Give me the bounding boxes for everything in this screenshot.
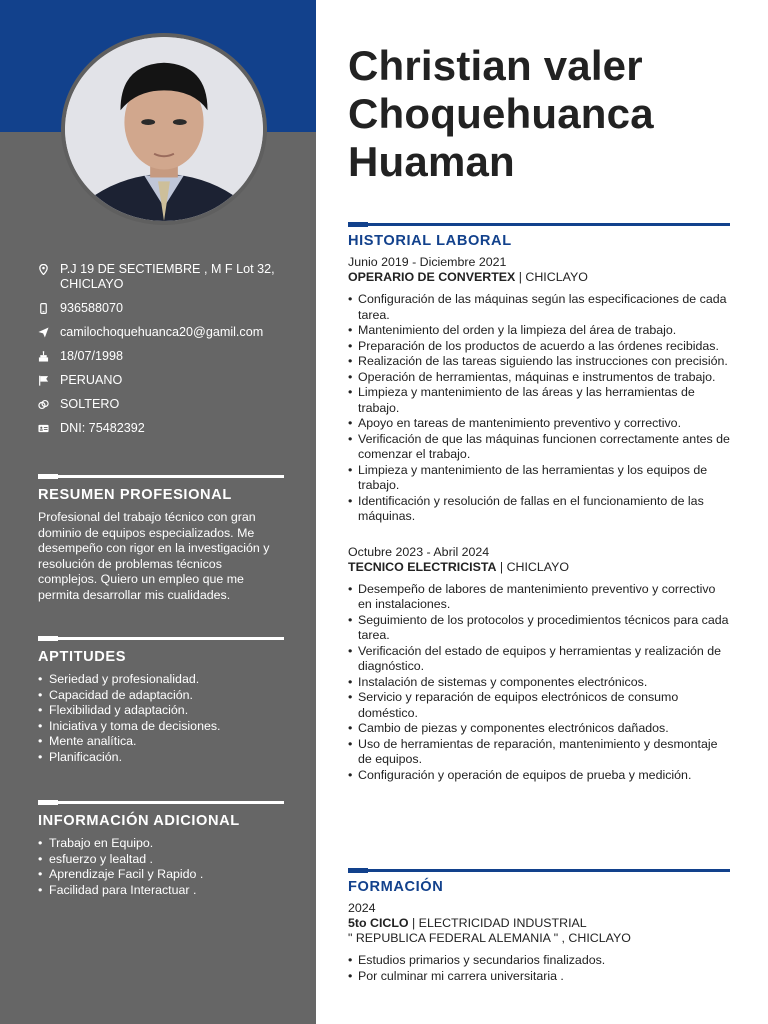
info-list — [38, 836, 284, 898]
formacion-title: FORMACIÓN — [348, 879, 444, 895]
contact-address-text: P.J 19 DE SECTIEMBRE , M F Lot 32, CHICLAYO — [60, 262, 275, 291]
job-place: | CHICLAYO — [496, 559, 569, 574]
list-item: • Por culminar mi carrera universitaria . — [348, 969, 730, 985]
list-item: • Identificación y resolución de fallas en el funcionamiento de las máquinas. — [348, 494, 730, 525]
list-item: • Mantenimiento del orden y la limpieza del área de trabajo. — [348, 323, 730, 339]
list-item: • Verificación de que las máquinas funcionen correctamente antes de comenzar el trabajo. — [348, 432, 730, 463]
contact-phone-text: 936588070 — [60, 301, 124, 315]
aptitudes-title: APTITUDES — [38, 649, 127, 665]
list-item: • Seriedad y profesionalidad. — [38, 672, 284, 688]
list-item: • Uso de herramientas de reparación, mantenimiento y desmontaje de equipos. — [348, 737, 730, 768]
historial-section — [348, 223, 730, 783]
list-item: • Realización de las tareas siguiendo las instrucciones con precisión. — [348, 354, 730, 370]
info-section — [38, 801, 284, 898]
list-item: • Operación de herramientas, máquinas e instrumentos de trabajo. — [348, 370, 730, 386]
list-item: • Limpieza y mantenimiento de las áreas y las herramientas de trabajo. — [348, 385, 730, 416]
formacion-school: " REPUBLICA FEDERAL ALEMANIA " , CHICLAYO — [348, 931, 631, 945]
list-item: • Cambio de piezas y componentes electrónicos dañados. — [348, 721, 730, 737]
job-entry — [348, 545, 730, 784]
list-item: • Configuración y operación de equipos de prueba y medición. — [348, 768, 730, 784]
job-tasks — [348, 582, 730, 784]
job-role: TECNICO ELECTRICISTA — [348, 559, 497, 574]
candidate-name — [348, 42, 748, 186]
phone-icon — [38, 301, 60, 316]
job-header — [348, 270, 730, 285]
contact-email-text[interactable]: camilochoquehuanca20@gamil.com — [60, 325, 264, 339]
list-item: • Verificación del estado de equipos y herramientas y realización de diagnóstico. — [348, 644, 730, 675]
aptitudes-section — [38, 637, 284, 766]
list-item: • Limpieza y mantenimiento de las herramientas y los equipos de trabajo. — [348, 463, 730, 494]
contact-info — [38, 262, 298, 445]
section-divider — [38, 637, 284, 640]
formacion-header — [348, 916, 730, 931]
rings-icon — [38, 397, 60, 412]
list-item: • Trabajo en Equipo. — [38, 836, 284, 852]
section-divider — [38, 801, 284, 804]
section-divider — [348, 223, 730, 226]
formacion-degree: 5to CICLO — [348, 916, 409, 930]
formacion-section — [348, 869, 730, 984]
aptitudes-list — [38, 672, 284, 766]
name-line: Choquehuanca — [348, 90, 654, 137]
list-item: • Facilidad para Interactuar . — [38, 883, 284, 899]
cake-icon — [38, 349, 60, 364]
list-item: • Aprendizaje Facil y Rapido . — [38, 867, 284, 883]
formacion-date: 2024 — [348, 901, 376, 915]
job-date: Junio 2019 - Diciembre 2021 — [348, 255, 507, 269]
list-item: • Estudios primarios y secundarios finalizados. — [348, 953, 730, 969]
send-icon — [38, 325, 60, 340]
contact-marital-status-text: SOLTERO — [60, 397, 120, 411]
list-item: • Iniciativa y toma de decisiones. — [38, 719, 284, 735]
job-date: Octubre 2023 - Abril 2024 — [348, 544, 490, 559]
name-line: Christian valer — [348, 42, 643, 89]
list-item: • Capacidad de adaptación. — [38, 688, 284, 704]
contact-phone — [38, 301, 298, 316]
sidebar — [0, 0, 316, 1024]
list-item: • Configuración de las máquinas según las especificaciones de cada tarea. — [348, 292, 730, 323]
formacion-field: | ELECTRICIDAD INDUSTRIAL — [408, 916, 587, 930]
list-item: • Apoyo en tareas de mantenimiento preventivo y correctivo. — [348, 416, 730, 432]
list-item: • Instalación de sistemas y componentes electrónicos. — [348, 675, 730, 691]
contact-dni-text: DNI: 75482392 — [60, 421, 145, 435]
info-title: INFORMACIÓN ADICIONAL — [38, 813, 240, 829]
contact-dni — [38, 421, 298, 436]
historial-title: HISTORIAL LABORAL — [348, 233, 512, 249]
list-item: • Mente analítica. — [38, 734, 284, 750]
list-item: • Servicio y reparación de equipos electrónicos de consumo doméstico. — [348, 690, 730, 721]
list-item: • Planificación. — [38, 750, 284, 766]
resumen-title: RESUMEN PROFESIONAL — [38, 487, 232, 503]
formacion-list — [348, 953, 730, 984]
job-tasks — [348, 292, 730, 525]
job-role: OPERARIO DE CONVERTEX — [348, 270, 516, 284]
list-item: • Seguimiento de los protocolos y procedimientos técnicos para cada tarea. — [348, 613, 730, 644]
contact-birthdate — [38, 349, 298, 364]
profile-photo — [61, 33, 267, 225]
contact-email — [38, 325, 298, 340]
job-header — [348, 560, 730, 575]
job-place: | CHICLAYO — [515, 270, 588, 284]
section-divider — [348, 869, 730, 872]
profile-photo-illustration — [65, 37, 263, 221]
flag-icon — [38, 373, 60, 388]
contact-birthdate-text: 18/07/1998 — [60, 349, 124, 363]
id-card-icon — [38, 421, 60, 436]
contact-nationality — [38, 373, 298, 388]
list-item: • Flexibilidad y adaptación. — [38, 703, 284, 719]
name-line: Huaman — [348, 138, 515, 185]
contact-marital-status — [38, 397, 298, 412]
contact-address — [38, 262, 298, 292]
list-item: • esfuerzo y lealtad . — [38, 852, 284, 868]
resumen-section — [38, 475, 284, 604]
location-icon — [38, 262, 60, 277]
resumen-text: Profesional del trabajo técnico con gran dominio de equipos especializados. Me desempeño con rigor en la investigación y resolución de problemas técnicos complejos. Quiero un empleo que me permita desarrollar mis cualidades. — [38, 510, 270, 602]
job-entry — [348, 255, 730, 525]
section-divider — [38, 475, 284, 478]
list-item: • Desempeño de labores de mantenimiento preventivo y correctivo en instalaciones. — [348, 582, 730, 613]
list-item: • Preparación de los productos de acuerdo a las órdenes recibidas. — [348, 339, 730, 355]
contact-nationality-text: PERUANO — [60, 373, 123, 387]
